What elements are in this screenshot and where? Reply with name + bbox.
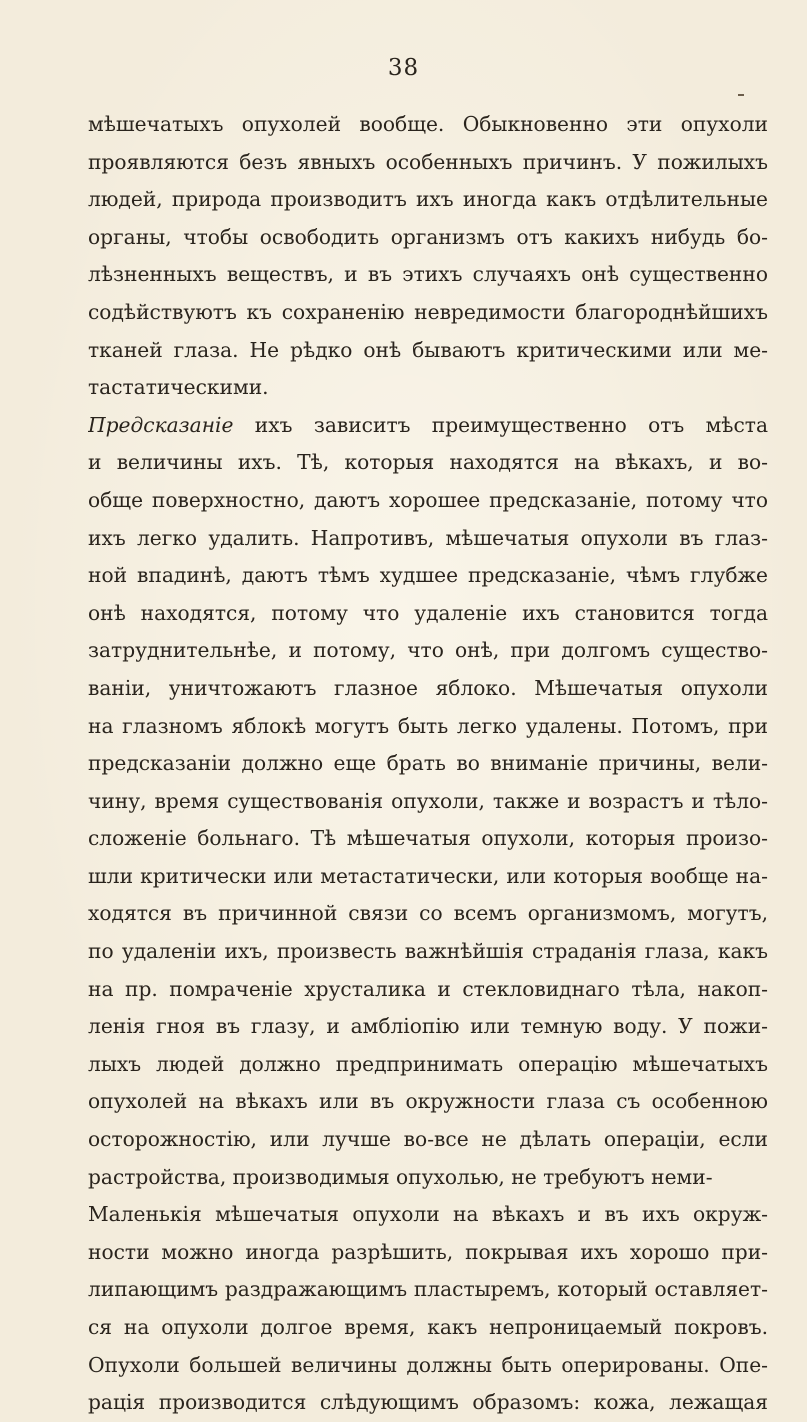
text-line: онѣ находятся, потому что удаленіе ихъ становится тогда — [88, 600, 768, 625]
text-line: липающимъ раздражающимъ пластыремъ, который оставляет- — [88, 1277, 768, 1302]
text-line: обще поверхностно, даютъ хорошее предсказаніе, потому что — [88, 487, 768, 512]
text-line: рація производится слѣдующимъ образомъ: кожа, лежащая — [88, 1390, 768, 1415]
paragraph-first-line — [88, 407, 768, 445]
text-line: ной впадинѣ, даютъ тѣмъ худшее предсказаніе, чѣмъ глубже — [88, 563, 768, 588]
text-line: по удаленіи ихъ, произвесть важнѣйшія страданія глаза, какъ — [88, 939, 768, 964]
print-speck — [738, 94, 744, 96]
italic-term: Предсказаніе — [88, 412, 234, 437]
text-line: предсказаніи должно еще брать во вниманіе причины, вели- — [88, 751, 768, 776]
text-line: ходятся въ причинной связи со всемъ организмомъ, могутъ, — [88, 901, 768, 926]
text-line: проявляются безъ явныхъ особенныхъ причинъ. У пожилыхъ — [88, 149, 768, 174]
text-line: на глазномъ яблокѣ могутъ быть легко удалены. Потомъ, при — [88, 713, 768, 738]
text-line: людей, природа производитъ ихъ иногда какъ отдѣлительные — [88, 187, 768, 212]
text-line: ваніи, уничтожаютъ глазное яблоко. Мѣшечатыя опухоли — [88, 675, 768, 700]
text-line: Опухоли большей величины должны быть оперированы. Опе- — [88, 1352, 768, 1377]
text-line: затруднительнѣе, и потому, что онѣ, при долгомъ существо- — [88, 638, 768, 663]
text-line: осторожностію, или лучше во-все не дѣлать операціи, если — [88, 1127, 768, 1152]
text-line: мѣшечатыхъ опухолей вообще. Обыкновенно эти опухоли — [88, 112, 768, 136]
text-line: органы, чтобы освободить организмъ отъ какихъ нибудь бо- — [88, 224, 768, 249]
text-line: ленія гноя въ глазу, и амбліопію или темную воду. У пожи- — [88, 1014, 768, 1039]
paragraph-first-line: Маленькія мѣшечатыя опухоли на вѣкахъ и въ ихъ окруж- — [88, 1202, 768, 1227]
text-line: содѣйствуютъ къ сохраненію невредимости благороднѣйшихъ — [88, 299, 768, 324]
text-line: на пр. помраченіе хрусталика и стекловиднаго тѣла, накоп- — [88, 976, 768, 1001]
text-line: ся на опухоли долгое время, какъ непроницаемый покровъ. — [88, 1315, 768, 1339]
text-line: чину, время существованія опухоли, также и возрастъ и тѣло- — [88, 788, 768, 813]
text-line: и величины ихъ. Тѣ, которыя находятся на вѣкахъ, и во- — [88, 450, 768, 475]
text-line: тканей глаза. Не рѣдко онѣ бываютъ критическими или ме- — [88, 337, 768, 362]
text-line: тастатическими. — [88, 375, 269, 400]
text-line: шли критически или метастатически, или которыя вообще на- — [88, 863, 768, 888]
text-line: лѣзненныхъ веществъ, и въ этихъ случаяхъ онѣ существенно — [88, 262, 768, 287]
text-line: сложеніе больнаго. Тѣ мѣшечатыя опухоли, которыя произо- — [88, 826, 768, 851]
body-text — [88, 106, 768, 1422]
text-line: растройства, производимыя опухолью, не требуютъ неми- — [88, 1164, 713, 1189]
text-line: ихъ легко удалить. Напротивъ, мѣшечатыя опухоли въ глаз- — [88, 525, 768, 550]
text-line: ности можно иногда разрѣшить, покрывая ихъ хорошо при- — [88, 1239, 768, 1264]
text-span: ихъ зависитъ преимущественно отъ мѣста — [254, 412, 768, 437]
text-line: опухолей на вѣкахъ или въ окружности глаза съ особенною — [88, 1089, 768, 1114]
text-line: лыхъ людей должно предпринимать операцію мѣшечатыхъ — [88, 1051, 768, 1076]
page-number: 38 — [387, 55, 420, 81]
